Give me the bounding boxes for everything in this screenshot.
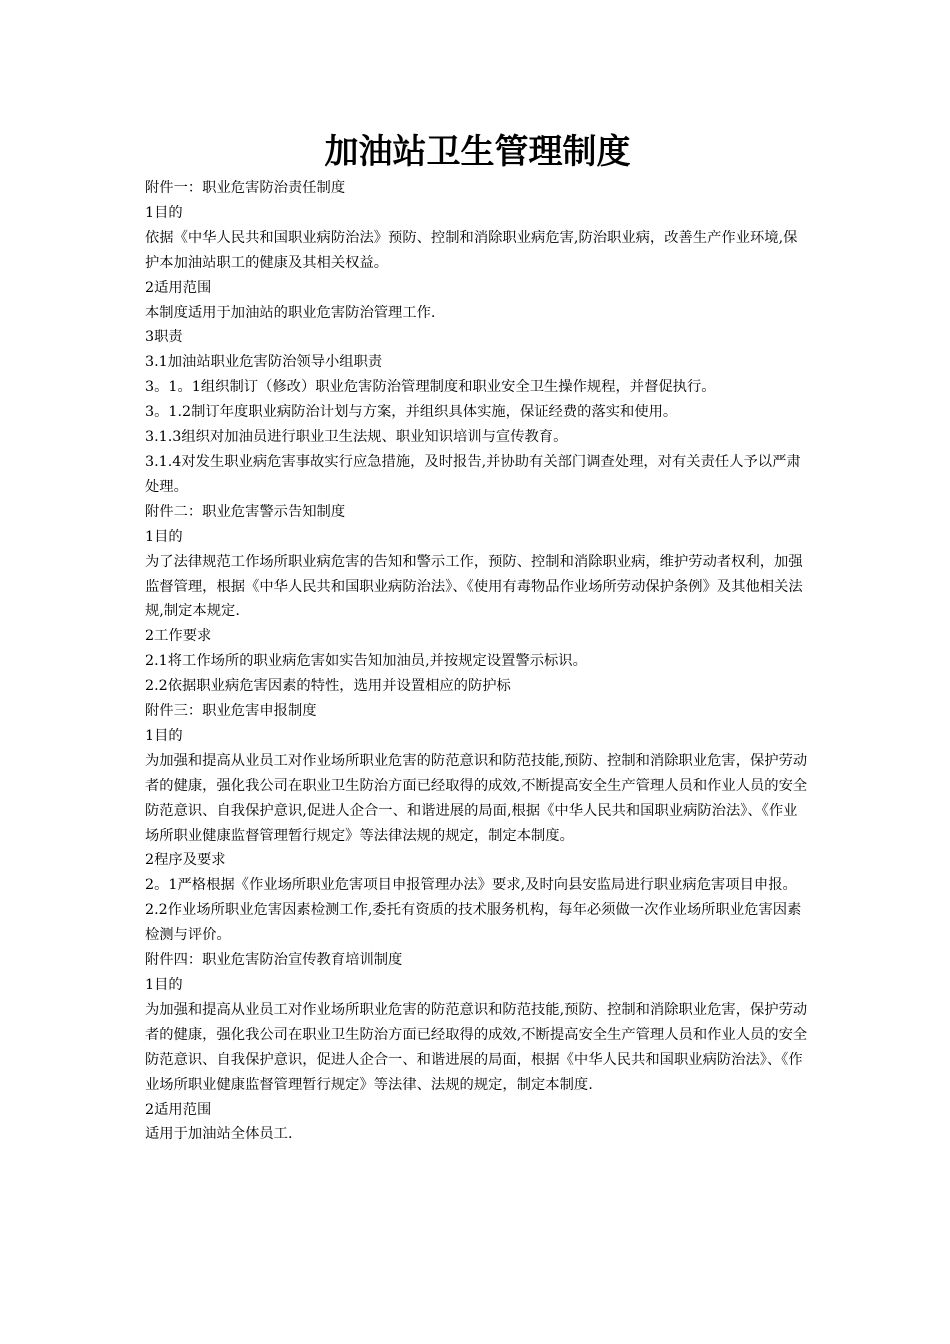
annex-3-heading: 附件三：职业危害申报制度 (145, 703, 317, 720)
document-title: 加油站卫生管理制度 (324, 132, 631, 172)
paragraph: 适用于加油站全体员工. (145, 1126, 293, 1143)
section-heading: 2适用范围 (145, 279, 212, 296)
section-heading: 1目的 (145, 727, 183, 744)
document-page (145, 128, 810, 1147)
paragraph: 依据《中华人民共和国职业病防治法》预防、控制和消除职业病危害,防治职业病，改善生产作业环境,保护本加油站职工的健康及其相关权益。 (145, 229, 798, 271)
annex-2-heading: 附件二：职业危害警示告知制度 (145, 503, 346, 520)
subsection-heading: 3.1加油站职业危害防治领导小组职责 (145, 354, 383, 371)
list-item: 3.1.4对发生职业病危害事故实行应急措施，及时报告,并协助有关部门调查处理，对有关责任人予以严肃处理。 (145, 453, 801, 495)
list-item: 3.1.3组织对加油员进行职业卫生法规、职业知识培训与宣传教育。 (145, 429, 568, 446)
section-heading: 1目的 (145, 977, 183, 993)
section-heading: 3职责 (145, 329, 183, 346)
section-heading: 2程序及要求 (145, 852, 226, 869)
section-heading: 2适用范围 (145, 1101, 212, 1118)
paragraph: 为了法律规范工作场所职业病危害的告知和警示工作，预防、控制和消除职业病，维护劳动者权利，加强监督管理，根据《中华人民共和国职业病防治法》、《使用有毒物品作业场所劳动保护条例》及其他相关法规,制定本规定. (145, 553, 803, 620)
list-item: 2.1将工作场所的职业病危害如实告知加油员,并按规定设置警示标识。 (145, 653, 587, 670)
annex-1-heading: 附件一：职业危害防治责任制度 (145, 180, 346, 196)
paragraph: 为加强和提高从业员工对作业场所职业危害的防范意识和防范技能,预防、控制和消除职业危害，保护劳动者的健康，强化我公司在职业卫生防治方面已经取得的成效,不断提高安全生产管理人员和作业人员的安全防范意识、自我保护意识,促进人企合一、和谐进展的局面,根据《中华人民共和国职业病防治法》、《作业场所职业健康监督管理暂行规定》等法律法规的规定，制定本制度。 (145, 752, 808, 844)
paragraph: 本制度适用于加油站的职业危害防治管理工作. (145, 304, 436, 321)
section-heading: 1目的 (145, 204, 183, 221)
list-item: 2.2依据职业病危害因素的特性，选用并设置相应的防护标 (145, 678, 511, 695)
section-heading: 1目的 (145, 528, 183, 545)
list-item: 2。1严格根据《作业场所职业危害项目申报管理办法》要求,及时向县安监局进行职业病危害项目申报。 (145, 877, 797, 894)
annex-4-heading: 附件四：职业危害防治宣传教育培训制度 (145, 952, 403, 969)
list-item: 2.2作业场所职业危害因素检测工作,委托有资质的技术服务机构，每年必须做一次作业场所职业危害因素检测与评价。 (145, 902, 802, 944)
list-item: 3。1。1组织制订（修改）职业危害防治管理制度和职业安全卫生操作规程，并督促执行。 (145, 379, 716, 396)
list-item: 3。1.2制订年度职业病防治计划与方案，并组织具体实施，保证经费的落实和使用。 (145, 404, 678, 421)
paragraph: 为加强和提高从业员工对作业场所职业危害的防范意识和防范技能,预防、控制和消除职业危害，保护劳动者的健康，强化我公司在职业卫生防治方面已经取得的成效,不断提高安全生产管理人员和作业人员的安全防范意识、自我保护意识，促进人企合一、和谐进展的局面，根据《中华人民共和国职业病防治法》、《作业场所职业健康监督管理暂行规定》等法律、法规的规定，制定本制度. (145, 1001, 808, 1093)
section-heading: 2工作要求 (145, 628, 212, 645)
